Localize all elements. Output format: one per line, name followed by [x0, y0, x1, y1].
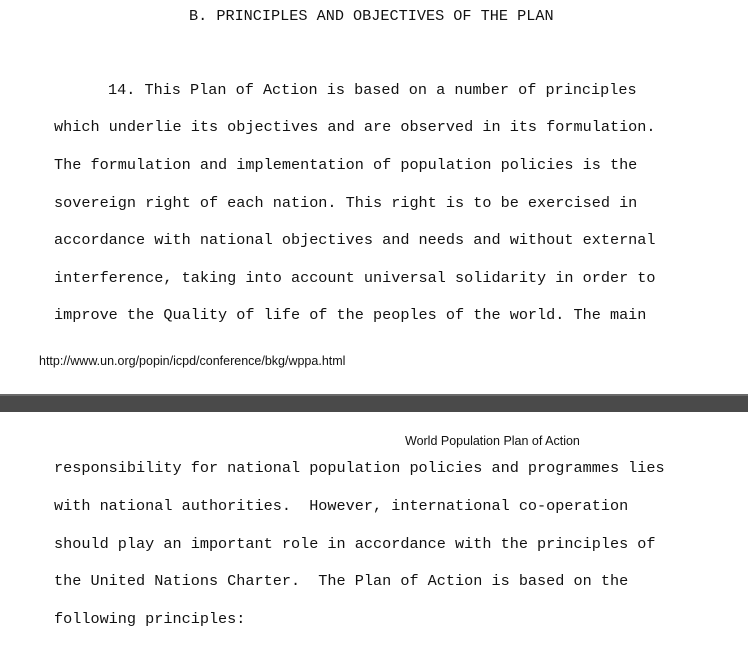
document-page-2 [0, 412, 748, 668]
paragraph-line: which underlie its objectives and are observed in its formulation. [54, 118, 656, 136]
paragraph-line: with national authorities. However, international co-operation [54, 497, 629, 515]
paragraph-line: responsibility for national population policies and programmes lies [54, 459, 665, 477]
page-separator-highlight [0, 394, 748, 396]
paragraph-line: 14. This Plan of Action is based on a number of principles [108, 81, 637, 99]
paragraph-line: should play an important role in accordance with the principles of [54, 535, 656, 553]
paragraph-line: improve the Quality of life of the peoples of the world. The main [54, 306, 647, 324]
paragraph-line: interference, taking into account universal solidarity in order to [54, 269, 656, 287]
section-heading: B. PRINCIPLES AND OBJECTIVES OF THE PLAN [189, 7, 554, 25]
running-header: World Population Plan of Action [405, 434, 580, 448]
paragraph-line: following principles: [54, 610, 246, 628]
page-separator [0, 394, 748, 412]
paragraph-line: the United Nations Charter. The Plan of Action is based on the [54, 572, 629, 590]
footer-url: http://www.un.org/popin/icpd/conference/bkg/wppa.html [39, 354, 346, 368]
paragraph-line: sovereign right of each nation. This right is to be exercised in [54, 194, 638, 212]
paragraph-line: The formulation and implementation of population policies is the [54, 156, 638, 174]
paragraph-line: accordance with national objectives and needs and without external [54, 231, 656, 249]
